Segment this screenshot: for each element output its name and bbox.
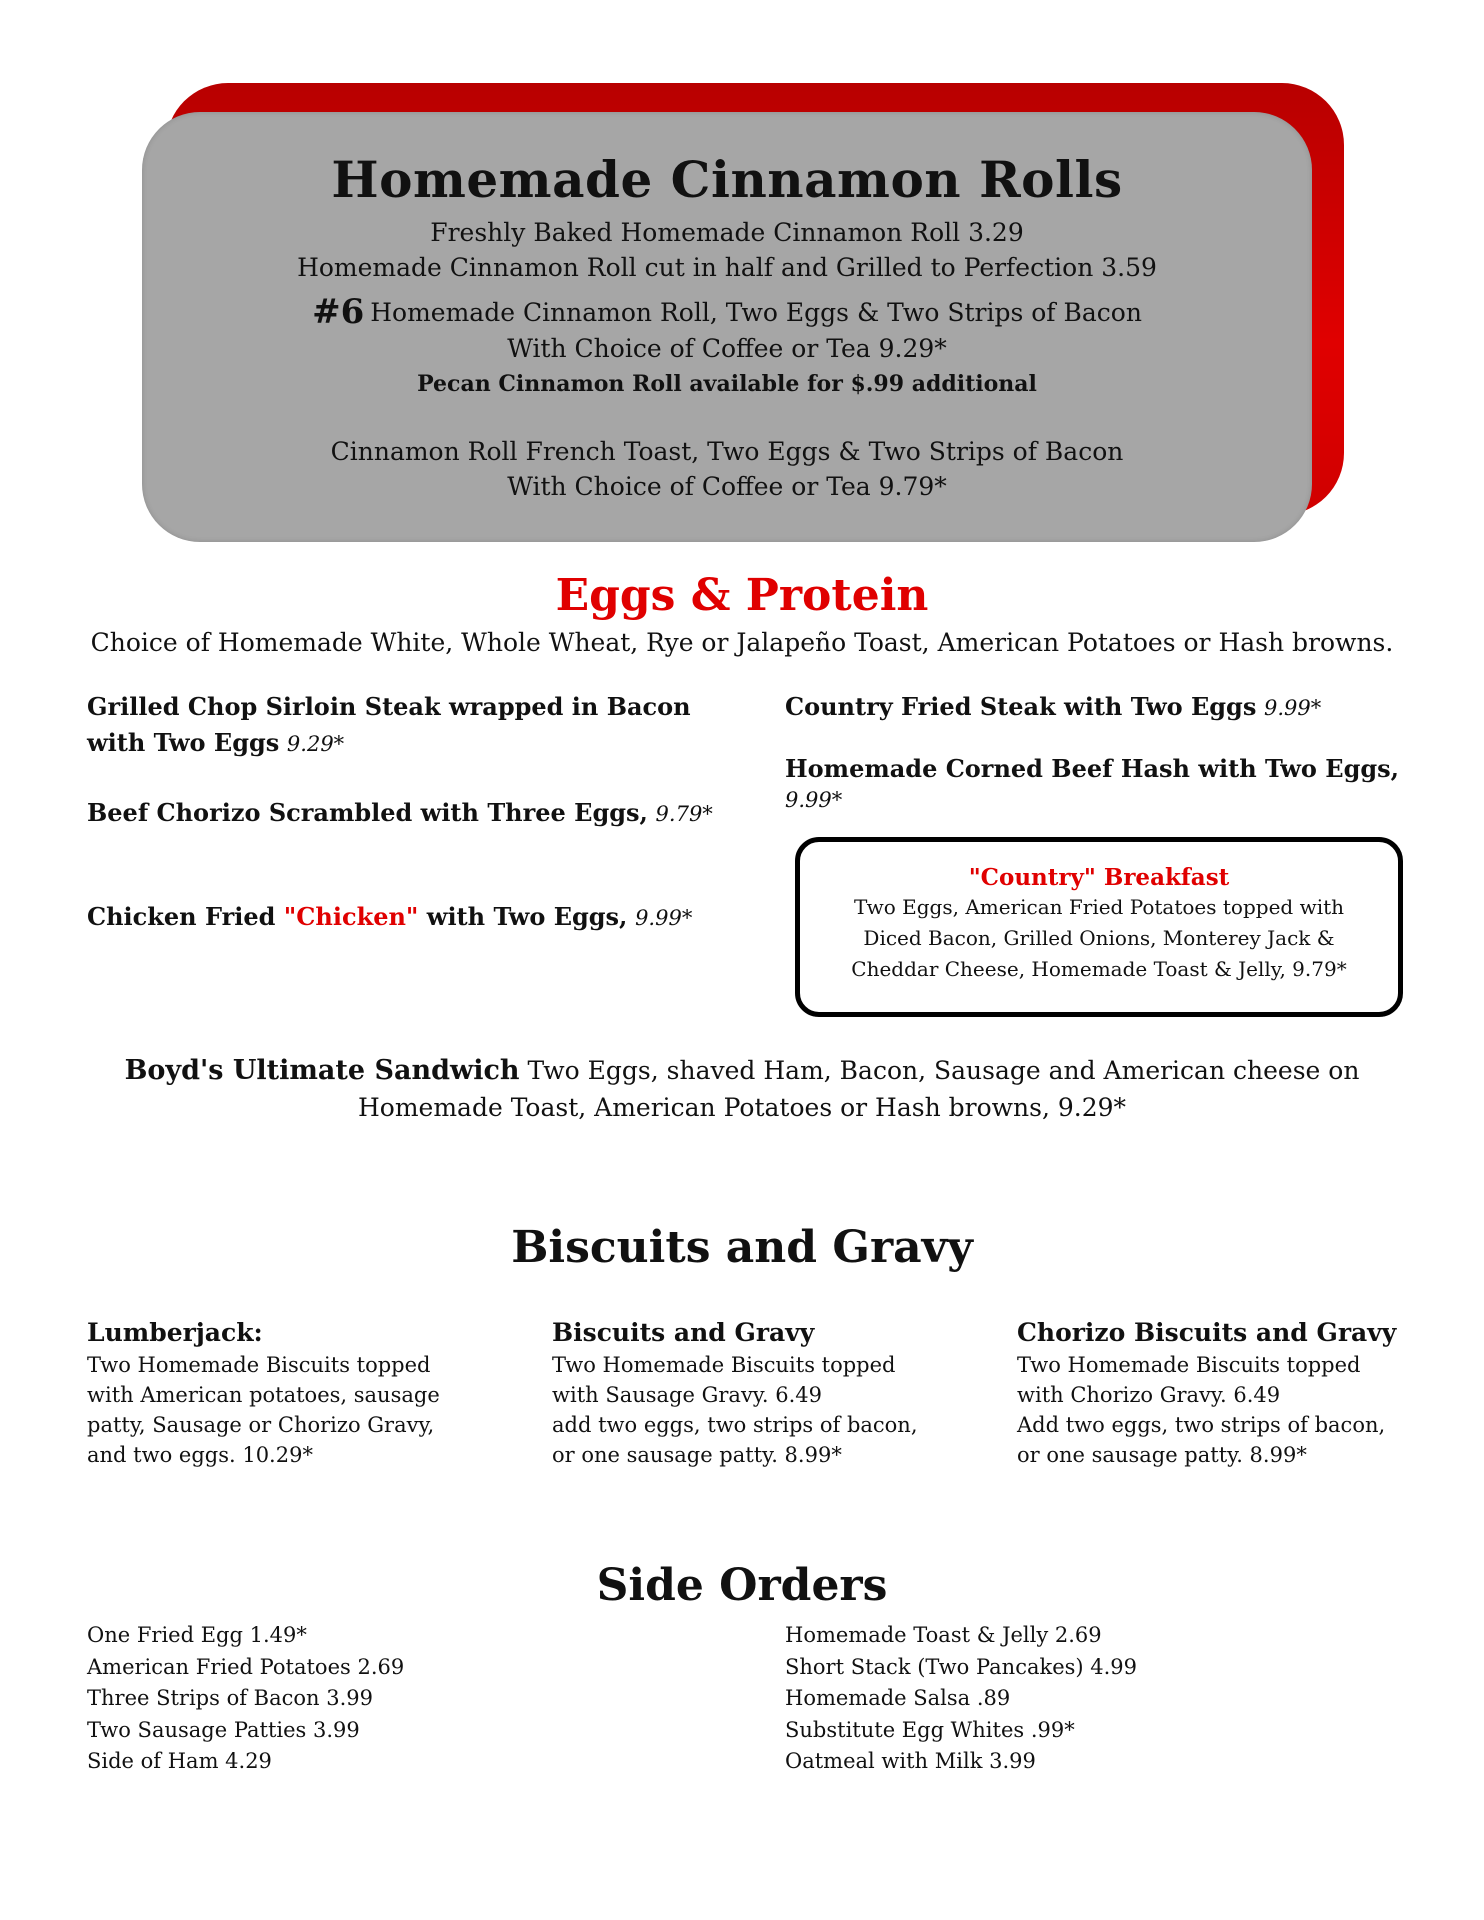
item-desc-line: Two Homemade Biscuits topped [87,1353,431,1377]
eggs-protein-title: Eggs & Protein [555,570,929,621]
item-name: Lumberjack: [87,1318,263,1347]
menu-item-biscuits-gravy [552,1316,972,1470]
item-name: Grilled Chop Sirloin Steak wrapped in Bacon with Two Eggs [87,692,691,757]
cinnamon-line-2: Homemade Cinnamon Roll cut in half and Grilled to Perfection 3.59 [297,253,1157,282]
item-name: Biscuits and Gravy [552,1318,815,1347]
item-desc: Two Eggs, shaved Ham, Bacon, Sausage and American cheese on [519,1056,1360,1085]
side-item: American Fried Potatoes 2.69 [87,1654,405,1679]
menu-item-chorizo-biscuits [1017,1316,1437,1470]
item-price: 9.29* [286,732,345,756]
item-desc-line: with American potatoes, sausage [87,1383,440,1407]
item-name-part: with Two Eggs, [418,902,628,931]
cinnamon-line-6: Cinnamon Roll French Toast, Two Eggs & Two Strips of Bacon [330,437,1124,466]
cinnamon-line-3 [142,292,1312,332]
country-breakfast-desc-1: Two Eggs, American Fried Potatoes topped with [853,895,1345,919]
country-breakfast-box [795,837,1403,1017]
item-desc-line: and two eggs. 10.29* [87,1443,313,1467]
side-item: Oatmeal with Milk 3.99 [785,1749,1036,1773]
menu-item-lumberjack [87,1316,507,1470]
item-desc-line: with Sausage Gravy. 6.49 [552,1383,822,1407]
side-orders-title: Side Orders [596,1560,888,1611]
item-price: 9.79* [655,802,713,826]
side-orders-left [87,1620,404,1778]
menu-item-grilled-sirloin [87,689,727,762]
country-breakfast-title: "Country" Breakfast [968,864,1230,891]
cinnamon-combo-text: Homemade Cinnamon Roll, Two Eggs & Two Strips of Bacon [370,298,1142,327]
item-desc-line: patty, Sausage or Chorizo Gravy, [87,1413,435,1437]
item-name: Chorizo Biscuits and Gravy [1017,1318,1397,1347]
country-breakfast-desc-2: Diced Bacon, Grilled Onions, Monterey Jack & [863,926,1335,950]
side-item: Substitute Egg Whites .99* [785,1717,1075,1742]
side-item: Homemade Toast & Jelly 2.69 [785,1623,1102,1647]
cinnamon-line-1: Freshly Baked Homemade Cinnamon Roll 3.29 [430,218,1024,247]
menu-item-boyds-sandwich [100,1052,1384,1126]
side-item: Side of Ham 4.29 [87,1749,272,1773]
country-breakfast-desc-3: Cheddar Cheese, Homemade Toast & Jelly, 9.79* [851,957,1347,981]
combo-number: #6 [312,292,365,332]
item-desc-line: Two Homemade Biscuits topped [1017,1353,1361,1377]
cinnamon-line-4: With Choice of Coffee or Tea 9.29* [507,334,947,363]
item-name: Country Fried Steak with Two Eggs [785,692,1257,721]
side-item: Homemade Salsa .89 [785,1686,1011,1710]
item-desc-line: or one sausage patty. 8.99* [552,1443,842,1467]
eggs-protein-subtitle: Choice of Homemade White, Whole Wheat, Rye or Jalapeño Toast, American Potatoes or Hash browns. [90,628,1394,657]
side-item: One Fried Egg 1.49* [87,1623,307,1647]
item-name: Boyd's Ultimate Sandwich [124,1055,520,1086]
menu-item-country-fried-steak [785,689,1400,726]
side-item: Three Strips of Bacon 3.99 [87,1686,373,1710]
item-desc-line: or one sausage patty. 8.99* [1017,1443,1307,1467]
item-desc-line: add two eggs, two strips of bacon, [552,1413,918,1437]
item-name-highlight: "Chicken" [283,902,419,931]
side-orders-right [785,1620,1137,1778]
item-desc-line: Two Homemade Biscuits topped [552,1353,896,1377]
item-name: Homemade Corned Beef Hash with Two Eggs, [785,754,1399,783]
side-item: Short Stack (Two Pancakes) 4.99 [785,1654,1138,1679]
cinnamon-line-7: With Choice of Coffee or Tea 9.79* [507,472,947,501]
item-desc-2: Homemade Toast, American Potatoes or Hash browns, 9.29* [357,1093,1127,1122]
item-price: 9.99* [1263,696,1322,720]
item-desc-line: with Chorizo Gravy. 6.49 [1017,1383,1281,1407]
item-name-part: Chicken Fried [87,902,284,931]
menu-item-chicken-fried-chicken [87,899,727,936]
item-desc-line: Add two eggs, two strips of bacon, [1017,1413,1386,1437]
item-price: 9.99* [785,788,843,812]
menu-item-beef-chorizo [87,795,727,832]
cinnamon-pecan-note: Pecan Cinnamon Roll available for $.99 additional [417,371,1037,397]
biscuits-gravy-title: Biscuits and Gravy [511,1222,973,1273]
item-price: 9.99* [635,906,693,930]
cinnamon-title: Homemade Cinnamon Rolls [331,150,1123,209]
side-item: Two Sausage Patties 3.99 [87,1717,360,1742]
menu-item-corned-beef-hash [785,754,1400,815]
item-name: Beef Chorizo Scrambled with Three Eggs, [87,798,648,827]
